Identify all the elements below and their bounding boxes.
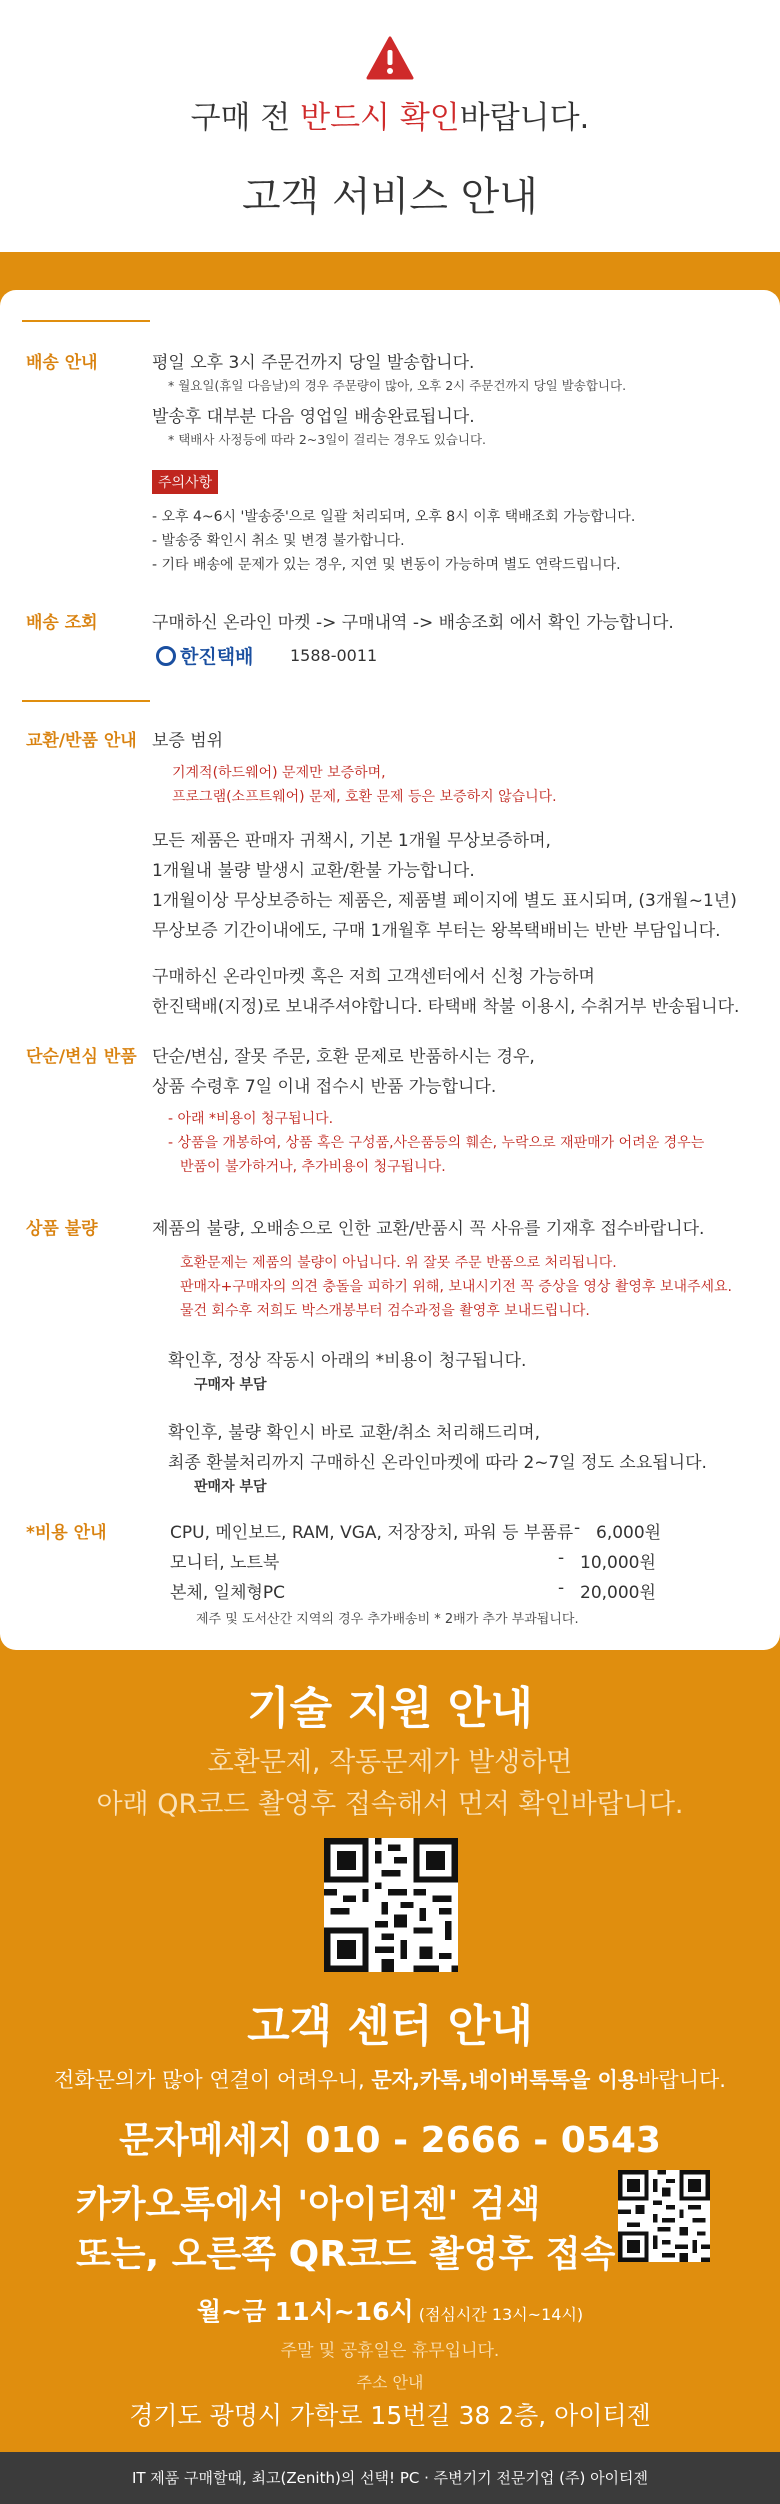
- hanjin-icon: [156, 646, 176, 666]
- kakao-qr-code[interactable]: [618, 2170, 710, 2262]
- exchange-text: 1개월이상 무상보증하는 제품은, 제품별 페이지에 별도 표시되며, (3개월~1년): [152, 891, 737, 911]
- caution-item: - 발송중 확인시 취소 및 변경 불가합니다.: [152, 533, 405, 549]
- defect-case: 확인후, 불량 확인시 바로 교환/취소 처리해드리며,: [168, 1423, 540, 1443]
- defect-note: 호환문제는 제품의 불량이 아닙니다. 위 잘못 주문 반품으로 처리됩니다.: [180, 1255, 617, 1271]
- business-hours: 월~금 11시~16시 (점심시간 13시~14시): [196, 2297, 584, 2326]
- cost-dash: -: [558, 1578, 565, 1598]
- cost-item: 모니터, 노트북: [170, 1553, 280, 1573]
- address-label: 주소 안내: [356, 2373, 424, 2392]
- holiday-note: 주말 및 공휴일은 휴무입니다.: [280, 2341, 500, 2361]
- exchange-text: 무상보증 기간이내에도, 구매 1개월후 부터는 왕복택배비는 반반 부담입니다.: [152, 921, 721, 941]
- warranty-scope: 보증 범위: [152, 731, 224, 751]
- return-text: 상품 수령후 7일 이내 접수시 반품 가능합니다.: [152, 1077, 497, 1097]
- address: 경기도 광명시 가학로 15번길 38 2층, 아이티젠: [129, 2401, 651, 2430]
- return-note: - 아래 *비용이 청구됩니다.: [168, 1111, 334, 1127]
- tech-qr-code[interactable]: [324, 1838, 458, 1972]
- service-card: [0, 290, 780, 1650]
- return-note: 반품이 불가하거나, 추가비용이 청구됩니다.: [180, 1159, 446, 1175]
- defect-note: 물건 회수후 저희도 박스개봉부터 검수과정을 촬영후 보내드립니다.: [180, 1303, 590, 1319]
- defect-case: 확인후, 정상 작동시 아래의 *비용이 청구됩니다.: [168, 1351, 527, 1371]
- exchange-text: 구매하신 온라인마켓 혹은 저희 고객센터에서 신청 가능하며: [152, 967, 595, 987]
- shipping-line1: 평일 오후 3시 주문건까지 당일 발송합니다.: [152, 353, 475, 373]
- courier-phone: 1588-0011: [290, 646, 378, 665]
- footer-banner: IT 제품 구매할때, 최고(Zenith)의 선택! PC · 주변기기 전문기업 (주) 아이티젠: [0, 2452, 780, 2504]
- headline: 구매 전 반드시 확인바랍니다.: [190, 100, 590, 136]
- defect-text: 제품의 불량, 오배송으로 인한 교환/반품시 꼭 사유를 기재후 접수바랍니다.: [152, 1219, 705, 1239]
- buyer-burden: 구매자 부담: [194, 1377, 267, 1393]
- cost-dash: -: [558, 1548, 565, 1568]
- simple-return-label: 단순/변심 반품: [26, 1047, 137, 1067]
- warning-icon: [366, 36, 414, 80]
- exchange-text: 1개월내 불량 발생시 교환/환불 가능합니다.: [152, 861, 475, 881]
- cost-price: 6,000원: [596, 1523, 662, 1543]
- section-divider: [22, 700, 150, 702]
- caution-badge: 주의사항: [152, 470, 218, 494]
- shipping-note1: * 월요일(휴일 다음날)의 경우 주문량이 많아, 오후 2시 주문건까지 당일 발송합니다.: [168, 378, 627, 393]
- defect-label: 상품 불량: [26, 1219, 98, 1239]
- tech-line: 아래 QR코드 촬영후 접속해서 먼저 확인바랍니다.: [96, 1789, 684, 1820]
- cost-price: 10,000원: [580, 1553, 656, 1573]
- center-subtitle: 전화문의가 많아 연결이 어려우니, 문자,카톡,네이버톡톡을 이용바랍니다.: [54, 2068, 726, 2092]
- cost-note: 제주 및 도서산간 지역의 경우 추가배송비 * 2배가 추가 부과됩니다.: [196, 1612, 579, 1627]
- tech-line: 호환문제, 작동문제가 발생하면: [207, 1747, 573, 1778]
- kakao-line: 또는, 오른쪽 QR코드 촬영후 접속: [76, 2234, 616, 2275]
- qr-code-icon: [324, 1838, 458, 1972]
- caution-item: - 오후 4~6시 '발송중'으로 일괄 처리되며, 오후 8시 이후 택배조회 가능합니다.: [152, 509, 636, 525]
- defect-case: 최종 환불처리까지 구매하신 온라인마켓에 따라 2~7일 정도 소요됩니다.: [168, 1453, 707, 1473]
- warranty-note: 기계적(하드웨어) 문제만 보증하며,: [172, 765, 386, 781]
- shipping-label: 배송 안내: [26, 353, 98, 373]
- section-divider: [22, 320, 150, 322]
- cost-dash: -: [574, 1518, 581, 1538]
- exchange-text: 한진택배(지정)로 보내주셔야합니다. 타택배 착불 이용시, 수취거부 반송됩니다.: [152, 997, 740, 1017]
- qr-code-icon: [618, 2170, 710, 2262]
- tracking-label: 배송 조회: [26, 613, 98, 633]
- kakao-line: 카카오톡에서 '아이티젠' 검색: [76, 2184, 541, 2225]
- tech-title: 기술 지원 안내: [247, 1683, 533, 1734]
- defect-note: 판매자+구매자의 의견 충돌을 피하기 위해, 보내시기전 꼭 증상을 영상 촬영후 보내주세요.: [180, 1279, 732, 1295]
- exchange-label: 교환/반품 안내: [26, 731, 137, 751]
- shipping-line2: 발송후 대부분 다음 영업일 배송완료됩니다.: [152, 407, 475, 427]
- cost-item: 본체, 일체형PC: [170, 1583, 286, 1603]
- page-title: 고객 서비스 안내: [242, 174, 538, 220]
- caution-item: - 기타 배송에 문제가 있는 경우, 지연 및 변동이 가능하며 별도 연락드립니다.: [152, 557, 621, 573]
- return-text: 단순/변심, 잘못 주문, 호환 문제로 반품하시는 경우,: [152, 1047, 535, 1067]
- cost-item: CPU, 메인보드, RAM, VGA, 저장장치, 파워 등 부품류: [170, 1523, 574, 1543]
- sms-number[interactable]: 문자메세지 010 - 2666 - 0543: [119, 2120, 661, 2161]
- top-section: [0, 0, 780, 252]
- cost-price: 20,000원: [580, 1583, 656, 1603]
- seller-burden: 판매자 부담: [194, 1479, 267, 1495]
- cost-label: *비용 안내: [26, 1523, 107, 1543]
- shipping-note2: * 택배사 사정등에 따라 2~3일이 걸리는 경우도 있습니다.: [168, 432, 486, 447]
- return-note: - 상품을 개봉하여, 상품 혹은 구성품,사은품등의 훼손, 누락으로 재판매가 어려운 경우는: [168, 1135, 705, 1151]
- exchange-text: 모든 제품은 판매자 귀책시, 기본 1개월 무상보증하며,: [152, 831, 551, 851]
- tracking-line: 구매하신 온라인 마켓 -> 구매내역 -> 배송조회 에서 확인 가능합니다.: [152, 613, 674, 633]
- warranty-note: 프로그램(소프트웨어) 문제, 호환 문제 등은 보증하지 않습니다.: [172, 789, 557, 805]
- hanjin-logo: 한진택배: [156, 642, 253, 669]
- headline-emphasis: 반드시 확인: [300, 100, 460, 136]
- center-title: 고객 센터 안내: [247, 2001, 533, 2052]
